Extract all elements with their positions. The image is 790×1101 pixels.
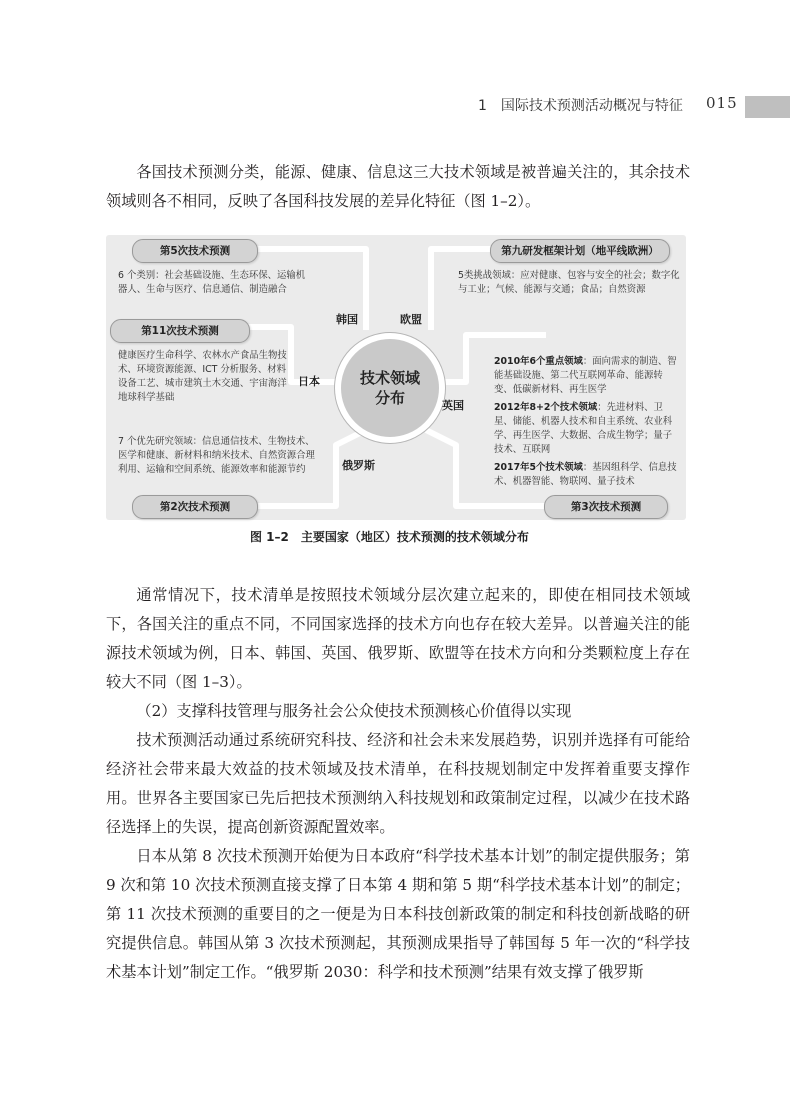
eu-tag — [490, 239, 670, 263]
header-title: 1 国际技术预测活动概况与特征 — [478, 98, 683, 114]
eu-tag-label: 第九研发框架计划（地平线欧洲） — [501, 245, 659, 257]
figure-tech-domain-distribution — [106, 235, 686, 520]
country-eu: 欧盟 — [400, 313, 422, 326]
uk-item-2010 — [494, 355, 680, 397]
japan-description: 健康医疗生命科学、农林水产食品生物技术、环境资源能源、ICT 分析服务、材料设备工艺、城市建筑土木交通、宇宙海洋地球科学基础 — [118, 350, 287, 403]
korea-tag — [132, 239, 258, 263]
center-hub-line1: 技术领域 — [359, 369, 420, 387]
center-hub-line2: 分布 — [374, 389, 405, 407]
japan-tag-label: 第11次技术预测 — [141, 325, 219, 337]
russia-description: 7 个优先研究领域：信息通信技术、生物技术、医学和健康、新材料和纳米技术、自然资源合理利用、运输和空间系统、能源效率和能源节约 — [118, 436, 315, 475]
country-korea: 韩国 — [336, 313, 358, 326]
body-paragraph-1: 通常情况下，技术清单是按照技术领域分层次建立起来的，即使在相同技术领域下，各国关注的重点不同，不同国家选择的技术方向也存在较大差异。以普遍关注的能源技术领域为例，日本、韩国、英国、俄罗斯、欧盟等在技术方向和分类颗粒度上存在较大不同（图 1–3）。 — [106, 586, 690, 691]
uk-item-2012 — [494, 401, 680, 457]
country-russia: 俄罗斯 — [342, 459, 375, 472]
body-paragraph-2: 技术预测活动通过系统研究科技、经济和社会未来发展趋势，识别并选择有可能给经济社会带来最大效益的技术领域及技术清单，在科技规划制定中发挥着重要支撑作用。世界各主要国家已先后把技术预测纳入科技规划和政策制定过程，以减少在技术路径选择上的失误，提高创新资源配置效率。 — [106, 731, 690, 836]
eu-description: 5类挑战领域：应对健康、包容与安全的社会；数字化与工业；气候、能源与交通；食品；自然资源 — [458, 270, 680, 295]
uk-tag-label: 第3次技术预测 — [570, 501, 642, 513]
body-paragraph-3: 日本从第 8 次技术预测开始便为日本政府“科学技术基本计划”的制定提供服务；第 9 次和第 10 次技术预测直接支撑了日本第 4 期和第 5 期“科学技术基本计划”的制定；第 11 次技术预测的重要目的之一便是为日本科技创新政策的制定和科技创新战略的研究提供信息。韩国从第 3 次技术预测起，其预测成果指导了韩国每 5 年一次的“科学技术基本计划”制定工作。“俄罗斯 2030：科学和技术预测”结果有效支撑了俄罗斯 — [106, 847, 690, 981]
korea-description: 6 个类别：社会基础设施、生态环保、运输机器人、生命与医疗、信息通信、制造融合 — [118, 270, 306, 295]
country-uk: 英国 — [442, 399, 464, 412]
page-number: 015 — [706, 94, 738, 112]
header-bar — [745, 96, 790, 118]
section-heading: （2）支撑科技管理与服务社会公众使技术预测核心价值得以实现 — [136, 702, 572, 720]
russia-tag-label: 第2次技术预测 — [159, 501, 231, 513]
russia-tag — [132, 495, 258, 519]
uk-item-2010-head: 2010年6个重点领域 — [494, 356, 583, 367]
uk-description — [494, 355, 680, 489]
uk-item-2012-head: 2012年8+2个技术领域 — [494, 402, 598, 413]
korea-tag-label: 第5次技术预测 — [159, 245, 231, 257]
figure-caption: 图 1–2 主要国家（地区）技术预测的技术领域分布 — [250, 530, 529, 544]
uk-item-2010-text: ：面向需求的制造、智能基础设施、第二代互联网革命、能源转变、低碳新材料、再生医学 — [494, 356, 677, 395]
uk-item-2012-text: ：先进材料、卫星、储能、机器人技术和自主系统、农业科学、再生医学、大数据、合成生物学；量子技术、互联网 — [494, 402, 673, 455]
uk-item-2017-head: 2017年5个技术领域 — [494, 462, 583, 473]
uk-tag — [544, 495, 668, 519]
japan-tag — [110, 319, 250, 343]
uk-item-2017-text: ：基因组科学、信息技术、机器智能、物联网、量子技术 — [494, 462, 677, 487]
country-japan: 日本 — [298, 375, 320, 388]
center-hub — [335, 333, 445, 443]
running-header — [0, 90, 790, 120]
uk-item-2017 — [494, 461, 680, 489]
intro-paragraph: 各国技术预测分类，能源、健康、信息这三大技术领域是被普遍关注的，其余技术领域则各不相同，反映了各国科技发展的差异化特征（图 1–2）。 — [106, 163, 690, 210]
